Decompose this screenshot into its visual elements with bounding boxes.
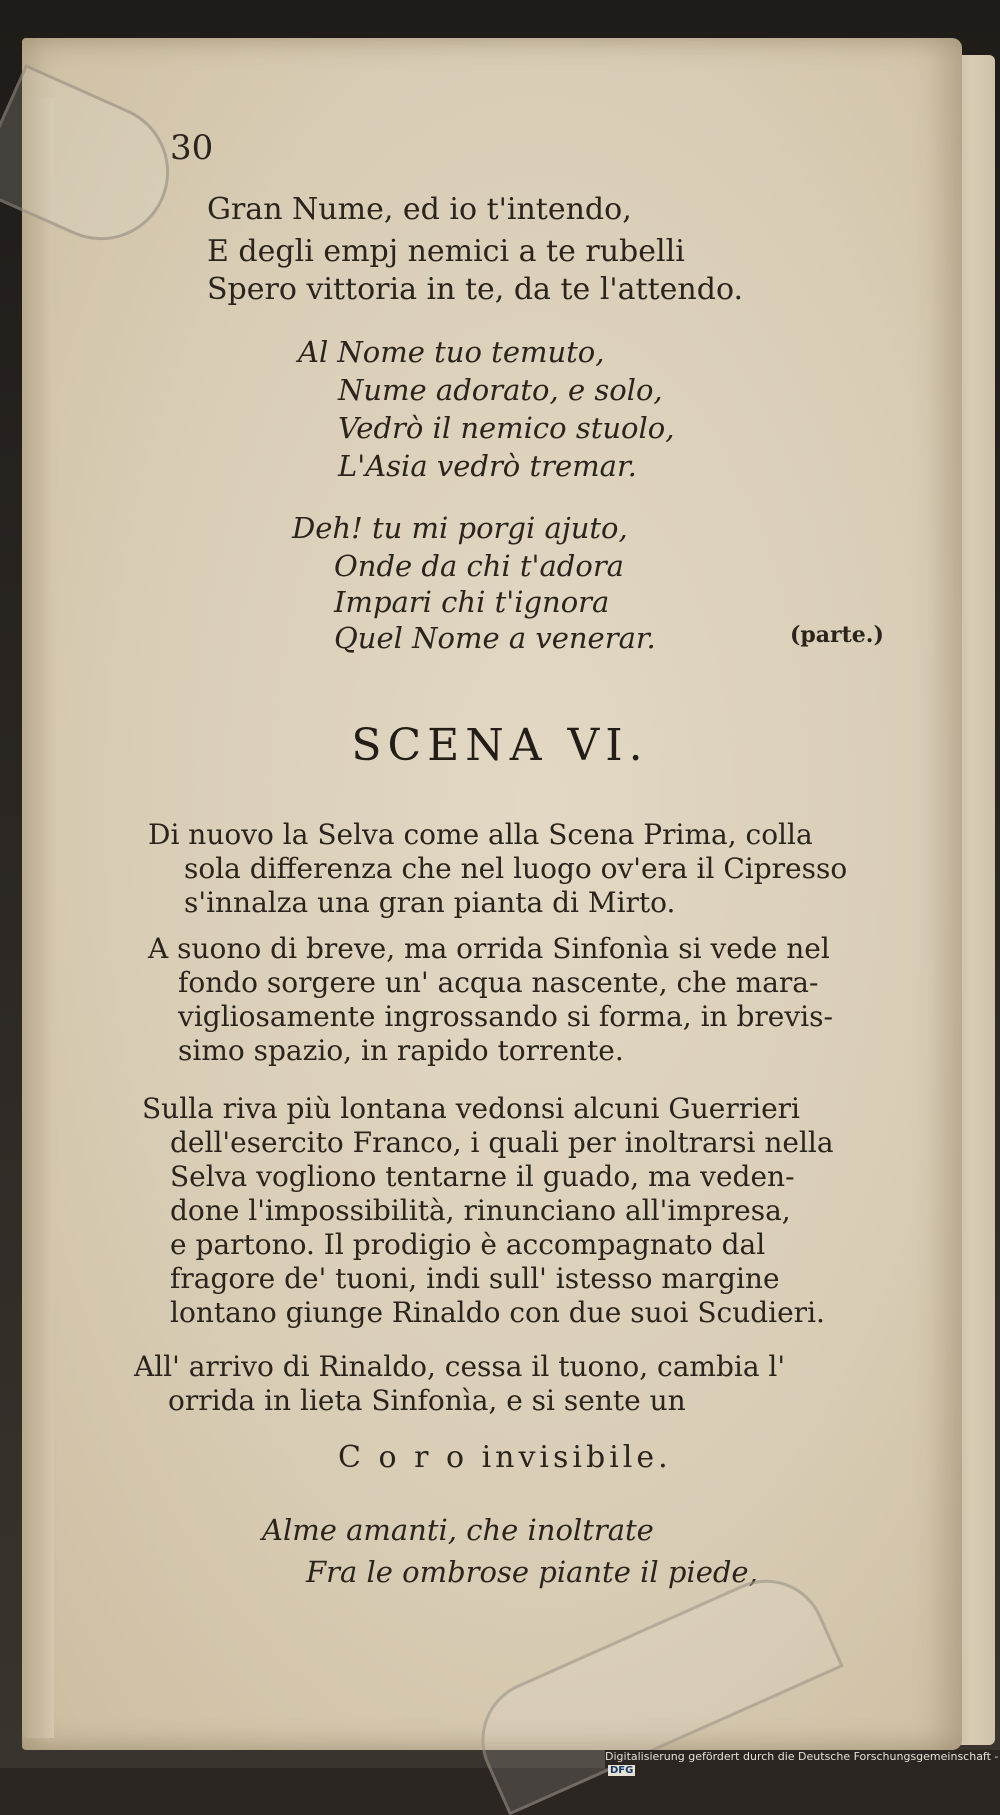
- dfg-logo-icon: DFG: [610, 1765, 634, 1776]
- stage-direction-line: simo spazio, in rapido torrente.: [178, 1034, 624, 1067]
- aria-line: Quel Nome a venerar.: [334, 621, 656, 655]
- stage-direction-line: All' arrivo di Rinaldo, cessa il tuono, cambia l': [134, 1350, 786, 1383]
- stage-direction-line: fondo sorgere un' acqua nascente, che mara-: [178, 966, 819, 999]
- stage-direction-line: sola differenza che nel luogo ov'era il Cipresso: [184, 852, 848, 885]
- stage-direction-line: lontano giunge Rinaldo con due suoi Scudieri.: [170, 1296, 825, 1329]
- exit-direction: (parte.): [790, 622, 884, 648]
- digitization-credit: [605, 1750, 1000, 1776]
- page-number: 30: [170, 128, 214, 168]
- stage-direction-line: orrida in lieta Sinfonìa, e si sente un: [168, 1384, 686, 1417]
- scene-title: SCENA VI.: [351, 720, 649, 771]
- credit-text: Digitalisierung gefördert durch die Deutsche Forschungsgemeinschaft -: [605, 1750, 999, 1763]
- stage-direction-line: A suono di breve, ma orrida Sinfonìa si vede nel: [148, 932, 830, 965]
- stage-direction-line: fragore de' tuoni, indi sull' istesso margine: [170, 1262, 780, 1295]
- page-stack-edge: [22, 98, 54, 1738]
- verse-line: E degli empj nemici a te rubelli: [207, 234, 685, 269]
- aria-line: L'Asia vedrò tremar.: [338, 449, 637, 483]
- stage-direction-line: s'innalza una gran pianta di Mirto.: [184, 886, 676, 919]
- aria-line: Deh! tu mi porgi ajuto,: [292, 511, 628, 545]
- stage-direction-line: Sulla riva più lontana vedonsi alcuni Guerrieri: [142, 1092, 800, 1125]
- aria-line: Impari chi t'ignora: [334, 585, 610, 619]
- aria-line: Al Nome tuo temuto,: [298, 335, 605, 369]
- chorus-heading: C o r o invisibile.: [338, 1440, 672, 1475]
- stage-direction-line: Selva vogliono tentarne il guado, ma veden-: [170, 1160, 795, 1193]
- stage-direction-line: done l'impossibilità, rinunciano all'impresa,: [170, 1194, 791, 1227]
- verse-line: Gran Nume, ed io t'intendo,: [207, 192, 632, 227]
- stage-direction-line: dell'esercito Franco, i quali per inoltrarsi nella: [170, 1126, 834, 1159]
- stage-direction-line: Di nuovo la Selva come alla Scena Prima, colla: [148, 818, 813, 851]
- aria-line: Onde da chi t'adora: [334, 549, 624, 583]
- stage-direction-line: vigliosamente ingrossando si forma, in brevis-: [178, 1000, 833, 1033]
- stage-direction-line: e partono. Il prodigio è accompagnato dal: [170, 1228, 766, 1261]
- chorus-line: Fra le ombrose piante il piede,: [306, 1555, 758, 1589]
- chorus-line: Alme amanti, che inoltrate: [262, 1513, 654, 1547]
- aria-line: Vedrò il nemico stuolo,: [338, 411, 675, 445]
- aria-line: Nume adorato, e solo,: [338, 373, 663, 407]
- verse-line: Spero vittoria in te, da te l'attendo.: [207, 272, 744, 307]
